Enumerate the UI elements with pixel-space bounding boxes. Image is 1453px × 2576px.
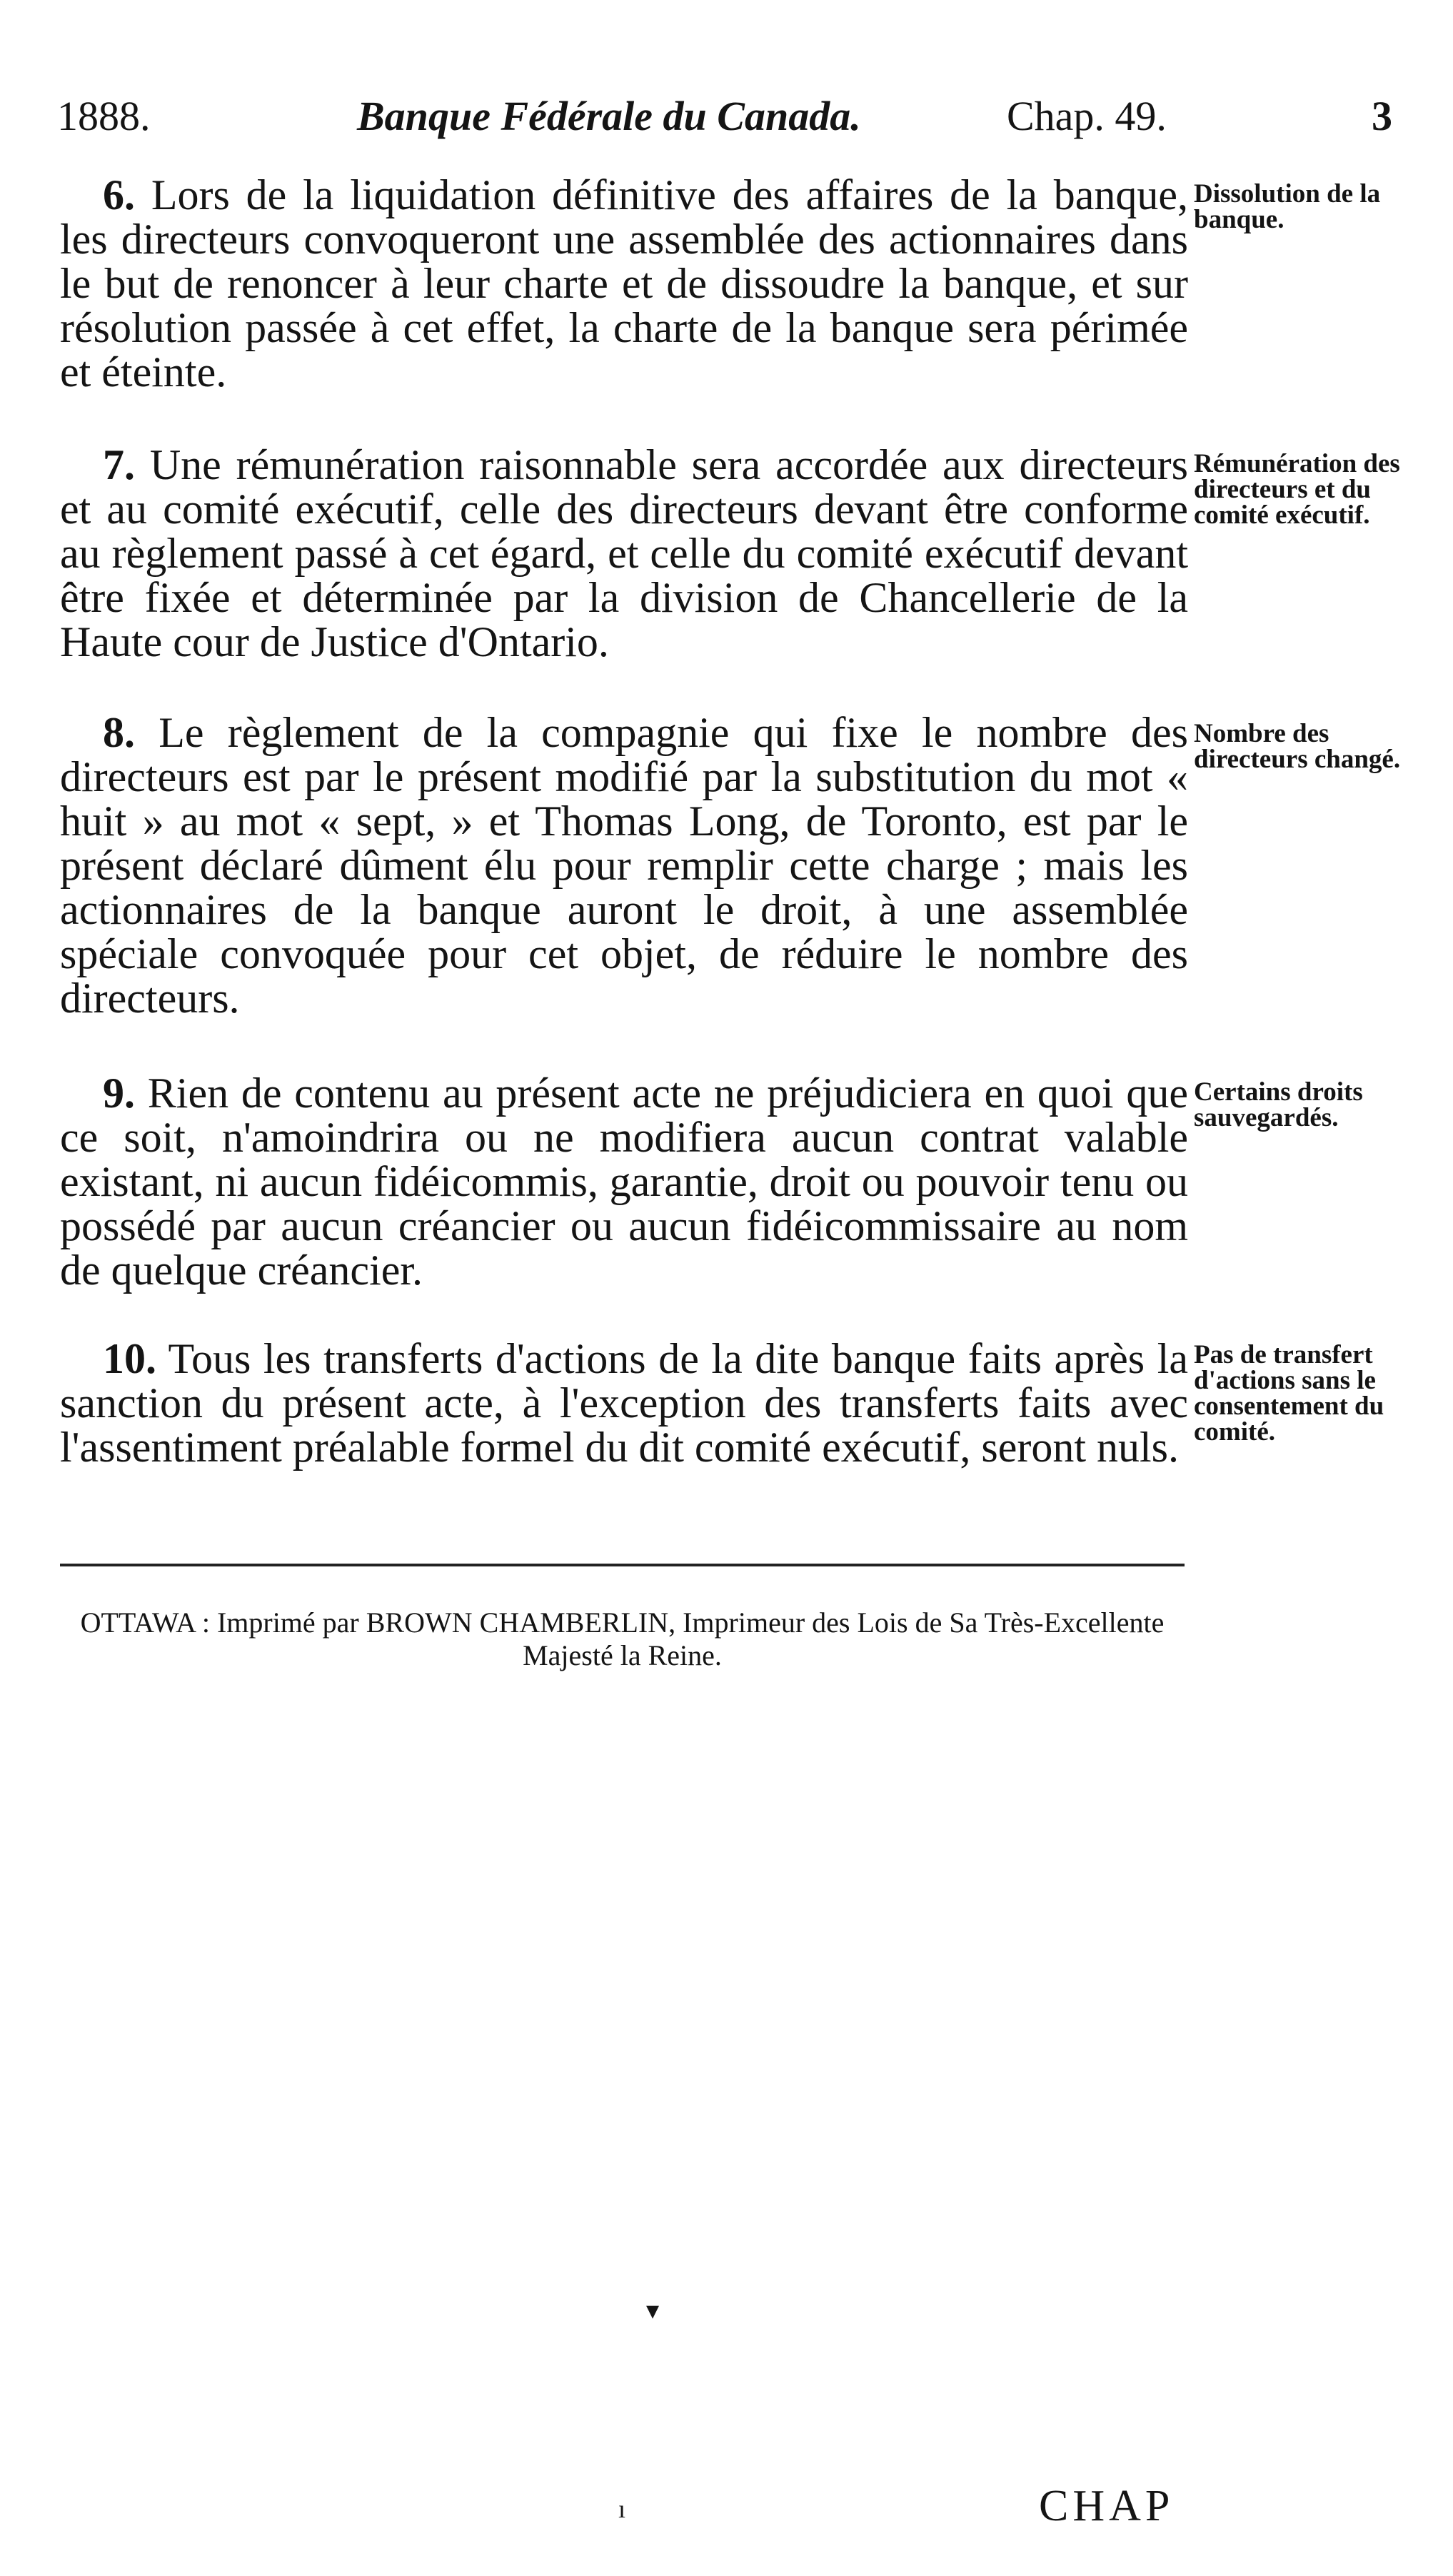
stray-ink-mark: ▾ <box>646 2296 660 2325</box>
margin-note-transferts: Pas de transfert d'actions sans le consentement du comité. <box>1194 1340 1384 1447</box>
page-number: 3 <box>1372 93 1392 139</box>
section-number: 8. <box>103 709 135 756</box>
section-7 <box>60 443 1188 664</box>
footer-rule <box>60 1564 1185 1566</box>
section-9 <box>60 1071 1188 1292</box>
section-6 <box>60 173 1188 394</box>
section-10 <box>60 1337 1188 1469</box>
margin-note-remuneration: Rémunération des directeurs et du comité exécutif. <box>1194 449 1400 530</box>
section-paragraph <box>60 1071 1188 1292</box>
section-number: 7. <box>103 441 135 488</box>
section-number: 6. <box>103 171 135 218</box>
header-year: 1888. <box>57 93 151 139</box>
section-paragraph <box>60 173 1188 394</box>
section-paragraph <box>60 710 1188 1020</box>
section-paragraph <box>60 443 1188 664</box>
margin-note-droits-sauvegardes: Certains droits sauvegardés. <box>1194 1077 1363 1132</box>
margin-note-dissolution: Dissolution de la banque. <box>1194 179 1381 234</box>
running-header <box>57 84 1392 149</box>
margin-note-nombre-directeurs: Nombre des directeurs changé. <box>1194 719 1401 774</box>
section-text: Rien de contenu au présent acte ne préjudiciera en quoi que ce soit, n'amoindrira ou ne modifiera aucun contrat valable existant, ni aucun fidéicommis, garantie, droit ou pouvoir tenu ou possédé par aucun créancier ou aucun fidéicommissaire au nom de quelque créancier. <box>60 1070 1188 1294</box>
header-title: Banque Fédérale du Canada. <box>357 93 861 139</box>
section-text: Tous les transferts d'actions de la dite banque faits après la sanction du présent acte, à l'exception des transferts faits avec l'assentiment préalable formel du dit comité exécutif, seront nuls. <box>60 1335 1188 1471</box>
section-text: Le règlement de la compagnie qui fixe le nombre des directeurs est par le présent modifié par la substitution du mot « huit » au mot « sept, » et Thomas Long, de Toronto, est par le présent déclaré dûment élu pour remplir cette charge ; mais les actionnaires de la banque auront le droit, à une assemblée spéciale convoquée pour cet objet, de réduire le nombre des directeurs. <box>60 709 1189 1022</box>
catchword: CHAP <box>1039 2482 1175 2530</box>
section-paragraph <box>60 1337 1188 1469</box>
section-8 <box>60 710 1188 1020</box>
section-number: 9. <box>103 1070 135 1117</box>
printer-imprint: OTTAWA : Imprimé par BROWN CHAMBERLIN, Imprimeur des Lois de Sa Très-Excellente Majesté la Reine. <box>80 1606 1165 1671</box>
section-text: Une rémunération raisonnable sera accordée aux directeurs et au comité exécutif, celle des directeurs devant être conforme au règlement passé à cet égard, et celle du comité exécutif devant être fixée et déterminée par la division de Chancellerie de la Haute cour de Justice d'Ontario. <box>60 441 1189 665</box>
header-chapter: Chap. 49. <box>1007 93 1167 139</box>
stray-ink-mark: ı <box>618 2495 626 2523</box>
section-text: Lors de la liquidation définitive des affaires de la banque, les directeurs convoqueront une assemblée des actionnaires dans le but de renoncer à leur charte et de dissoudre la banque, et sur résolution passée à cet effet, la charte de la banque sera périmée et éteinte. <box>60 171 1188 396</box>
section-number: 10. <box>103 1335 156 1382</box>
